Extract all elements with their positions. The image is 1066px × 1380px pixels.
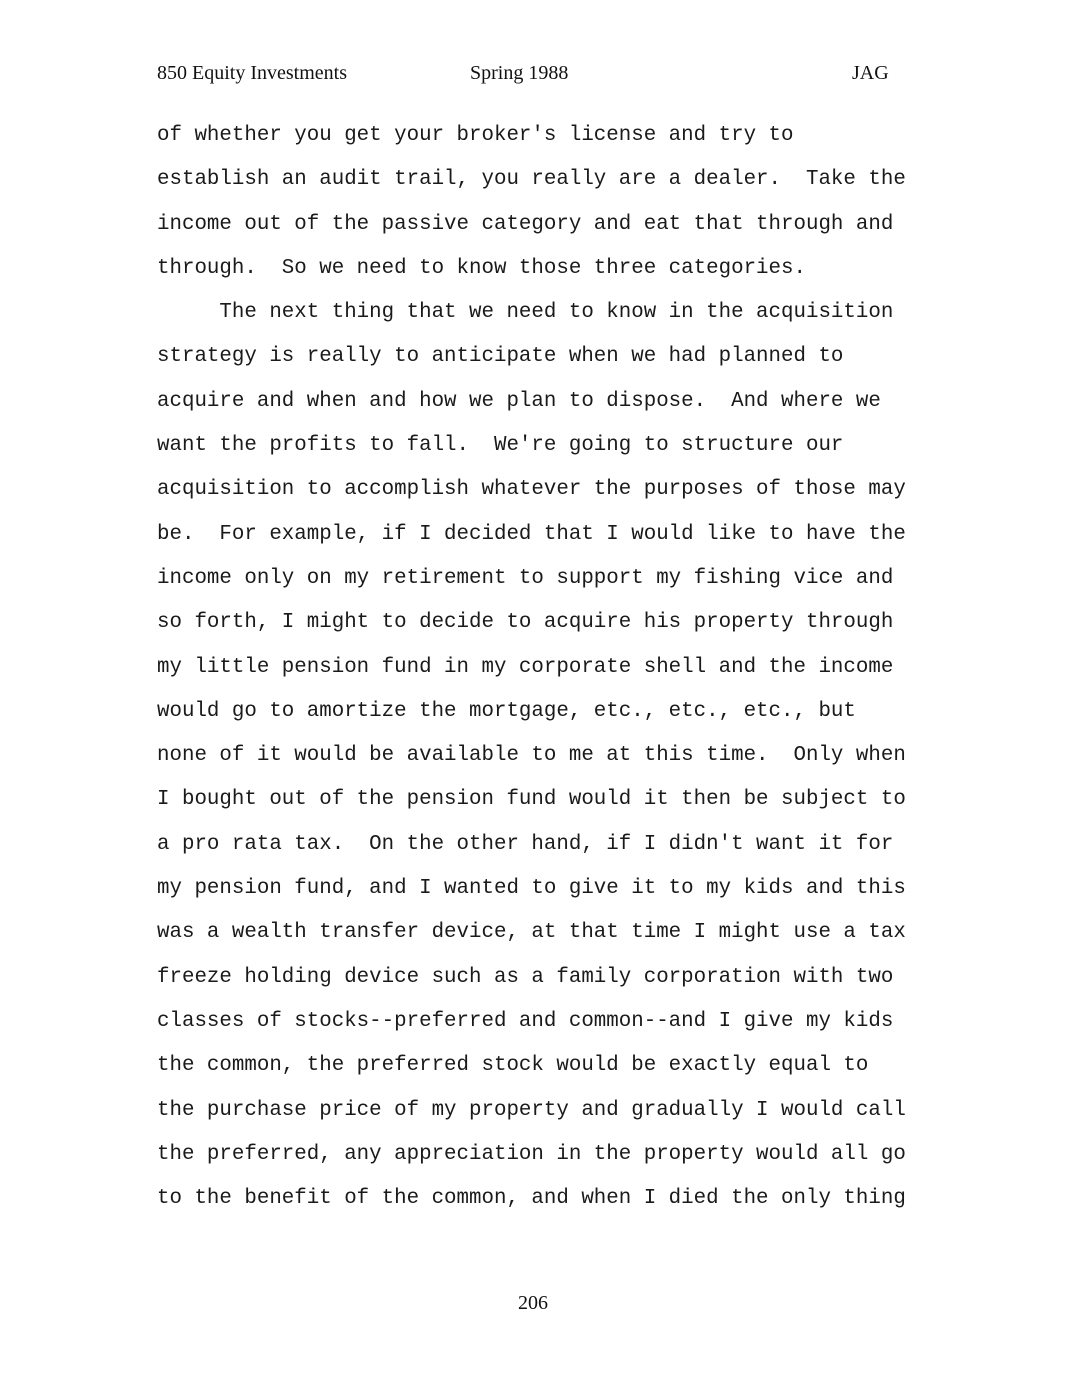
text-line: the common, the preferred stock would be exactly equal to xyxy=(157,1054,869,1078)
text-line: was a wealth transfer device, at that time I might use a tax xyxy=(157,921,906,945)
text-line: so forth, I might to decide to acquire his property through xyxy=(157,611,894,635)
text-line: the preferred, any appreciation in the property would all go xyxy=(157,1142,906,1166)
text-line: freeze holding device such as a family corporation with two xyxy=(157,965,894,989)
text-line: acquire and when and how we plan to dispose. And where we xyxy=(157,389,881,413)
course-title: 850 Equity Investments xyxy=(157,62,347,84)
text-line: income out of the passive category and eat that through and xyxy=(157,212,894,236)
text-line: strategy is really to anticipate when we had planned to xyxy=(157,345,844,369)
text-line: my pension fund, and I wanted to give it to my kids and this xyxy=(157,877,906,901)
text-line: The next thing that we need to know in the acquisition xyxy=(157,301,894,325)
page-number: 206 xyxy=(518,1292,548,1314)
text-line: would go to amortize the mortgage, etc., etc., etc., but xyxy=(157,699,856,723)
text-line: to the benefit of the common, and when I died the only thing xyxy=(157,1187,906,1211)
transcript-body xyxy=(157,114,937,1221)
author-initials: JAG xyxy=(852,62,889,84)
text-line: a pro rata tax. On the other hand, if I didn't want it for xyxy=(157,832,894,856)
text-line: the purchase price of my property and gradually I would call xyxy=(157,1098,906,1122)
text-line: none of it would be available to me at this time. Only when xyxy=(157,744,906,768)
text-line: acquisition to accomplish whatever the purposes of those may xyxy=(157,478,906,502)
text-line: I bought out of the pension fund would it then be subject to xyxy=(157,788,906,812)
text-line: want the profits to fall. We're going to structure our xyxy=(157,434,844,458)
page-header xyxy=(0,62,1066,90)
text-line: be. For example, if I decided that I would like to have the xyxy=(157,522,906,546)
text-line: income only on my retirement to support my fishing vice and xyxy=(157,566,894,590)
text-line: my little pension fund in my corporate shell and the income xyxy=(157,655,894,679)
text-line: through. So we need to know those three categories. xyxy=(157,256,806,280)
text-line: establish an audit trail, you really are a dealer. Take the xyxy=(157,168,906,192)
text-line: classes of stocks--preferred and common--and I give my kids xyxy=(157,1009,894,1033)
text-line: of whether you get your broker's license and try to xyxy=(157,124,794,147)
term-label: Spring 1988 xyxy=(470,62,569,84)
